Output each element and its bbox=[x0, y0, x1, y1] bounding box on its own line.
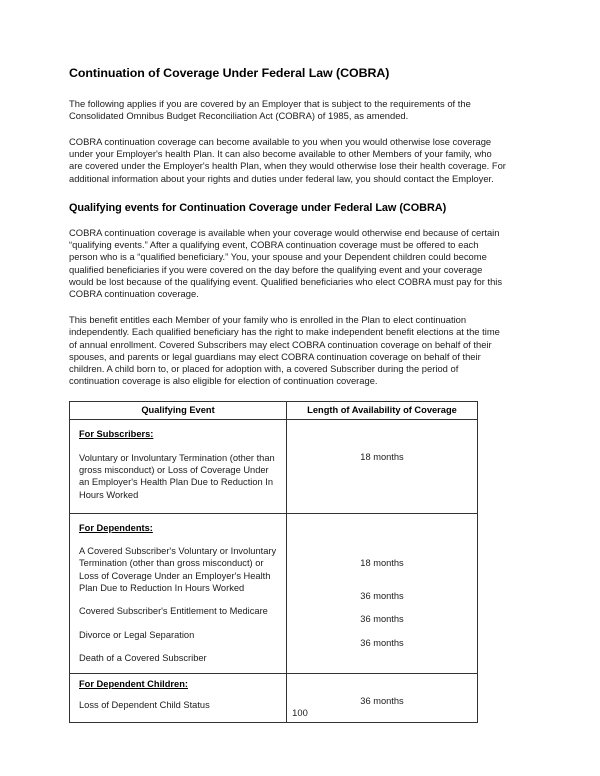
event-cell-dependents bbox=[70, 513, 287, 673]
column-header-qualifying-event: Qualifying Event bbox=[70, 402, 287, 420]
qualifying-events-table bbox=[69, 401, 478, 722]
length-cell-dependents bbox=[287, 513, 478, 673]
table-body bbox=[70, 420, 478, 722]
qualifying-paragraph-2: This benefit entitles each Member of your family who is enrolled in the Plan to elect continuation independently. Each qualified beneficiary has the right to make independent benefit elections at the time of annual enrollment. Covered Subscribers may elect COBRA continuation coverage on behalf of their spouses, and parents or legal guardians may elect COBRA continuation coverage on behalf of their children. A child born to, or placed for adoption with, a covered Subscriber during the period of continuation coverage is also eligible for election of continuation coverage. bbox=[69, 314, 500, 387]
table-header bbox=[70, 402, 478, 420]
event-text: Voluntary or Involuntary Termination (other than gross misconduct) or Loss of Coverage Under an Employer's Health Plan Due to Reduction In Hours Worked bbox=[79, 452, 275, 500]
event-text: Covered Subscriber's Entitlement to Medicare bbox=[79, 606, 268, 617]
section-heading-qualifying-events: Qualifying events for Continuation Coverage under Federal Law (COBRA) bbox=[69, 201, 447, 214]
qualifying-events-table-wrapper bbox=[69, 401, 507, 722]
group-label-dependents: For Dependents: bbox=[79, 522, 153, 533]
intro-paragraph-1: The following applies if you are covered by an Employer that is subject to the requirements of the Consolidated Omnibus Budget Reconciliation Act (COBRA) of 1985, as amended. bbox=[69, 97, 471, 121]
event-cell-subscribers bbox=[70, 420, 287, 513]
table-row bbox=[70, 420, 478, 513]
page-number: 100 bbox=[292, 707, 308, 718]
event-text: Loss of Dependent Child Status bbox=[79, 700, 210, 711]
coverage-length: 36 months bbox=[360, 637, 404, 648]
qualifying-paragraph-1: COBRA continuation coverage is available when your coverage would otherwise end because of certain “qualifying events.” After a qualifying event, COBRA continuation coverage must be offered to each person who is a “qualified beneficiary.” You, your spouse and your Dependent children could become qualified beneficiaries if you were covered on the day before the qualifying event and your coverage would be lost because of the qualifying event. Qualified beneficiaries who elect COBRA must pay for this COBRA continuation coverage. bbox=[69, 226, 503, 299]
coverage-length: 18 months bbox=[360, 557, 404, 568]
coverage-length: 36 months bbox=[360, 696, 404, 707]
table-header-row bbox=[70, 402, 478, 420]
page-content bbox=[69, 66, 507, 723]
event-text: A Covered Subscriber's Voluntary or Involuntary Termination (other than gross misconduct) or Loss of Coverage Under an Employer's Health Plan Due to Reduction In Hours Worked bbox=[79, 546, 277, 593]
length-cell-subscribers bbox=[287, 420, 478, 513]
column-header-length: Length of Availability of Coverage bbox=[287, 402, 478, 420]
spacer bbox=[287, 602, 477, 613]
group-label-dependent-children: For Dependent Children: bbox=[79, 679, 188, 690]
group-label-subscribers: For Subscribers: bbox=[79, 429, 154, 440]
event-text: Divorce or Legal Separation bbox=[79, 629, 195, 640]
intro-paragraph-2: COBRA continuation coverage can become available to you when you would otherwise lose coverage under your Employer's health Plan. It can also become available to other Members of your family, who are covered under the Employer's health Plan, when they would otherwise lose their health coverage. For additional information about your rights and duties under federal law, you should contact the Employer. bbox=[69, 135, 506, 184]
spacer bbox=[287, 626, 477, 637]
page-title: Continuation of Coverage Under Federal Law (COBRA) bbox=[69, 66, 390, 80]
coverage-length: 18 months bbox=[360, 452, 404, 463]
coverage-length: 36 months bbox=[360, 591, 404, 602]
event-text: Death of a Covered Subscriber bbox=[79, 652, 207, 663]
table-row bbox=[70, 513, 478, 673]
coverage-length: 36 months bbox=[360, 614, 404, 625]
